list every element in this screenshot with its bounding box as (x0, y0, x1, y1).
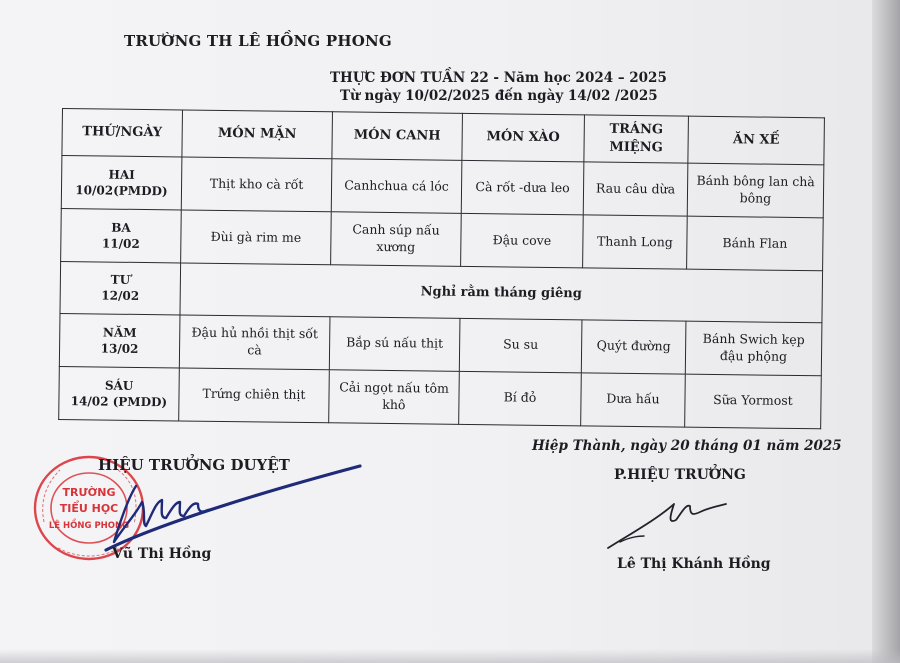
table-row (61, 156, 824, 218)
day-name: TƯ (110, 272, 131, 288)
main-dish-cell: Đùi gà rim me (181, 210, 332, 265)
day-name: SÁU (104, 378, 134, 393)
day-name: HAI (108, 167, 135, 182)
day-date: 12/02 (101, 288, 140, 304)
page-bottom-shadow (0, 649, 900, 663)
day-date: 10/02(PMDD) (75, 183, 168, 199)
snack-cell: Bánh bông lan chà bông (687, 163, 824, 218)
snack-cell: Bánh Flan (687, 216, 824, 271)
menu-title: THỰC ĐƠN TUẦN 22 - Năm học 2024 – 2025 (330, 70, 667, 86)
vice-principal-signature (600, 490, 730, 552)
weekly-menu-table (58, 108, 825, 429)
stir-fry-cell: Su su (459, 318, 582, 373)
table-row (59, 313, 822, 375)
dessert-cell: Thanh Long (583, 215, 688, 269)
principal-signature (80, 458, 370, 558)
day-date: 11/02 (101, 236, 140, 252)
stamp-line-1: TRƯỜNG (62, 486, 116, 499)
principal-approval-title: HIỆU TRƯỞNG DUYỆT (98, 456, 290, 474)
day-cell (60, 262, 181, 315)
day-name: BA (111, 220, 131, 235)
header-dessert: TRÁNG MIỆNG (584, 115, 689, 163)
day-cell (59, 366, 180, 421)
day-cell (61, 209, 182, 264)
header-soup: MÓN CANH (332, 112, 463, 161)
vice-principal-title: P.HIỆU TRƯỞNG (614, 467, 746, 483)
snack-cell: Bánh Swich kẹp đậu phộng (685, 321, 822, 376)
table-row (61, 209, 824, 271)
dessert-cell: Rau câu dừa (583, 162, 688, 216)
menu-date-range: Từ ngày 10/02/2025 đến ngày 14/02 /2025 (340, 88, 658, 104)
main-dish-cell: Thịt kho cà rốt (181, 157, 332, 212)
header-snack: ĂN XẾ (688, 116, 825, 165)
soup-cell: Canhchua cá lóc (331, 159, 462, 214)
day-date: 13/02 (100, 341, 139, 356)
soup-cell: Bắp sú nấu thịt (329, 316, 460, 371)
header-main-dish: MÓN MẶN (182, 110, 333, 159)
table-row (60, 262, 823, 323)
vice-principal-name: Lê Thị Khánh Hồng (617, 556, 771, 572)
principal-name: Vũ Thị Hồng (112, 546, 212, 562)
page-edge-shadow (872, 0, 900, 663)
day-cell (59, 313, 180, 368)
soup-cell: Canh súp nấu xương (331, 212, 462, 267)
dessert-cell: Dưa hấu (581, 373, 686, 427)
day-name: NĂM (102, 325, 137, 340)
stamp-line-2: TIỂU HỌC (59, 502, 119, 515)
soup-cell: Cải ngọt nấu tôm khô (329, 370, 460, 425)
main-dish-cell: Trứng chiên thịt (179, 368, 330, 423)
snack-cell: Sữa Yormost (685, 374, 822, 429)
place-and-date: Hiệp Thành, ngày 20 tháng 01 năm 2025 (532, 438, 842, 454)
table-row (59, 366, 822, 429)
header-day: THỨ/NGÀY (62, 109, 183, 157)
main-dish-cell: Đậu hủ nhồi thịt sốt cà (179, 315, 330, 370)
stamp-line-3: LÊ HỒNG PHONG (48, 521, 130, 531)
day-date: 14/02 (PMDD) (70, 394, 168, 410)
stir-fry-cell: Bí đỏ (459, 371, 582, 426)
dessert-cell: Quýt đường (581, 319, 686, 373)
school-name: TRƯỜNG TH LÊ HỒNG PHONG (124, 32, 392, 50)
stir-fry-cell: Cà rốt -dưa leo (461, 160, 584, 215)
header-stir-fry: MÓN XÀO (462, 113, 585, 161)
stir-fry-cell: Đậu cove (461, 214, 584, 269)
day-cell (61, 156, 182, 211)
holiday-cell: Nghỉ rằm tháng giêng (180, 263, 823, 322)
